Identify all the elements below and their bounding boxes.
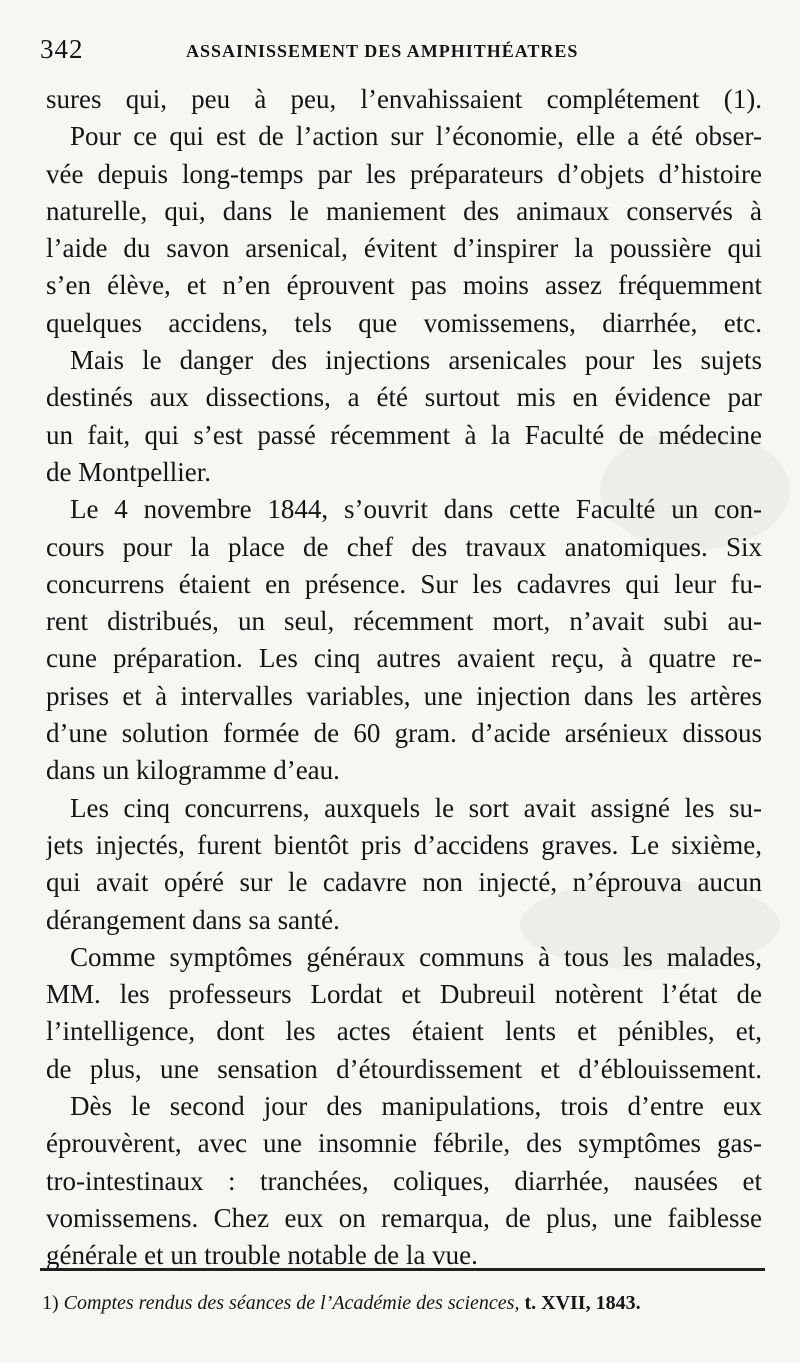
text-line: Le 4 novembre 1844, s’ouvrit dans cette Faculté un con- [70, 494, 762, 525]
text-line: Pour ce qui est de l’action sur l’économie, elle a été obser- [70, 121, 762, 152]
footnote-divider [40, 1268, 765, 1271]
running-head: ASSAINISSEMENT DES AMPHITHÉATRES [186, 41, 579, 61]
footnote-mark: 1) [42, 1292, 59, 1314]
body-text [46, 81, 762, 1275]
text-line: vée depuis long-temps par les préparateurs d’objets d’histoire [46, 158, 762, 189]
text-line: de Montpellier. [46, 456, 211, 487]
text-line: générale et un trouble notable de la vue. [46, 1240, 478, 1271]
footnote-volume: t. XVII, 1843. [524, 1292, 641, 1314]
text-line: rent distribués, un seul, récemment mort, n’avait subi au- [46, 606, 762, 637]
text-line: cune préparation. Les cinq autres avaient reçu, à quatre re- [46, 643, 762, 674]
text-line: MM. les professeurs Lordat et Dubreuil notèrent l’état de [46, 979, 762, 1010]
page-header [40, 34, 760, 70]
text-line: Comme symptômes généraux communs à tous les malades, [70, 941, 762, 972]
text-line: qui avait opéré sur le cadavre non injecté, n’éprouva aucun [46, 867, 762, 898]
text-line: destinés aux dissections, a été surtout mis en évidence par [46, 382, 762, 413]
text-line: d’une solution formée de 60 gram. d’acide arsénieux dissous [46, 718, 762, 749]
text-line: s’en élève, et n’en éprouvent pas moins assez fréquemment [46, 270, 762, 301]
text-line: tro-intestinaux : tranchées, coliques, diarrhée, nausées et [46, 1165, 762, 1196]
text-line: Les cinq concurrens, auxquels le sort avait assigné les su- [70, 792, 762, 823]
page-number: 342 [40, 34, 84, 64]
text-line: Dès le second jour des manipulations, trois d’entre eux [70, 1091, 762, 1122]
text-line: prises et à intervalles variables, une injection dans les artères [46, 680, 762, 711]
footnote-title: Comptes rendus des séances de l’Académie des sciences, [63, 1292, 520, 1314]
text-line: sures qui, peu à peu, l’envahissaient complétement (1). [46, 84, 762, 114]
text-line: l’intelligence, dont les actes étaient lents et pénibles, et, [46, 1016, 762, 1047]
text-line: cours pour la place de chef des travaux anatomiques. Six [46, 531, 762, 562]
text-line: quelques accidens, tels que vomissemens, diarrhée, etc. [46, 307, 762, 338]
text-line: jets injectés, furent bientôt pris d’accidens graves. Le sixième, [46, 829, 762, 860]
text-line: dérangement dans sa santé. [46, 904, 340, 935]
text-line: concurrens étaient en présence. Sur les cadavres qui leur fu- [46, 568, 762, 599]
text-line: dans un kilogramme d’eau. [46, 755, 340, 786]
text-line: de plus, une sensation d’étourdissement et d’éblouissement. [46, 1053, 762, 1084]
footnote [42, 1292, 762, 1315]
text-line: naturelle, qui, dans le maniement des animaux conservés à [46, 195, 762, 226]
text-line: éprouvèrent, avec une insomnie fébrile, des symptômes gas- [46, 1128, 762, 1159]
text-line: vomissemens. Chez eux on remarqua, de plus, une faiblesse [46, 1202, 762, 1233]
text-line: un fait, qui s’est passé récemment à la Faculté de médecine [46, 419, 762, 450]
text-line: Mais le danger des injections arsenicales pour les sujets [70, 345, 762, 376]
text-line: l’aide du savon arsenical, évitent d’inspirer la poussière qui [46, 233, 762, 264]
